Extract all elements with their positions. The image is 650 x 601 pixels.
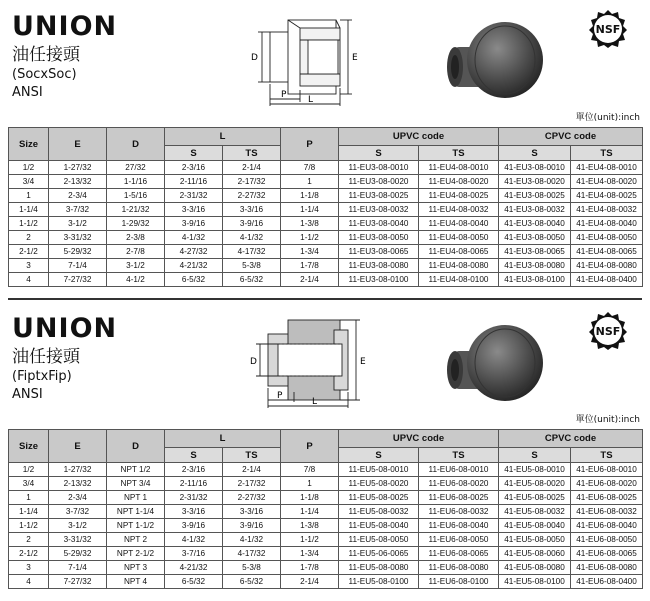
cell-l-s: 2-31/32 xyxy=(165,491,223,505)
header-p: P xyxy=(281,430,339,463)
dim-label-d: D xyxy=(250,357,257,367)
table-row xyxy=(9,245,643,259)
cell-cpvc-s: 41-EU5-08-0025 xyxy=(499,491,571,505)
product-section-socxsoc xyxy=(0,0,650,296)
cell-size: 3 xyxy=(9,561,49,575)
cell-l-s: 6-5/32 xyxy=(165,273,223,287)
cell-l-s: 4-1/32 xyxy=(165,231,223,245)
cell-e: 2-3/4 xyxy=(49,189,107,203)
cell-e: 3-1/2 xyxy=(49,519,107,533)
header-cpvc: CPVC code xyxy=(499,430,643,448)
cell-p: 1-1/4 xyxy=(281,203,339,217)
cell-d: NPT 2-1/2 xyxy=(107,547,165,561)
header-e: E xyxy=(49,430,107,463)
cell-l-ts: 2-17/32 xyxy=(223,175,281,189)
cell-cpvc-s: 41-EU3-08-0040 xyxy=(499,217,571,231)
cell-cpvc-ts: 41-EU4-08-0400 xyxy=(571,273,643,287)
product-title: UNION xyxy=(12,11,118,42)
header-l: L xyxy=(165,430,281,448)
cell-cpvc-ts: 41-EU4-08-0032 xyxy=(571,203,643,217)
cell-e: 7-27/32 xyxy=(49,575,107,589)
header-size: Size xyxy=(9,430,49,463)
cell-cpvc-ts: 41-EU6-08-0020 xyxy=(571,477,643,491)
section-divider xyxy=(8,298,642,300)
cell-cpvc-s: 41-EU5-08-0080 xyxy=(499,561,571,575)
dim-label-e: E xyxy=(352,53,358,63)
cell-p: 1 xyxy=(281,477,339,491)
cell-e: 5-29/32 xyxy=(49,547,107,561)
cell-p: 1-3/8 xyxy=(281,519,339,533)
cell-d: NPT 2 xyxy=(107,533,165,547)
cell-cpvc-s: 41-EU5-08-0010 xyxy=(499,463,571,477)
cell-cpvc-s: 41-EU5-08-0032 xyxy=(499,505,571,519)
cell-cpvc-s: 41-EU3-08-0050 xyxy=(499,231,571,245)
table-row xyxy=(9,533,643,547)
cell-cpvc-s: 41-EU3-08-0065 xyxy=(499,245,571,259)
header-l-s: S xyxy=(165,146,223,161)
cell-upvc-ts: 11-EU4-08-0010 xyxy=(419,161,499,175)
cell-upvc-s: 11-EU3-08-0025 xyxy=(339,189,419,203)
header-cpvc-ts: TS xyxy=(571,448,643,463)
cell-upvc-ts: 11-EU6-08-0020 xyxy=(419,477,499,491)
cell-d: 1-29/32 xyxy=(107,217,165,231)
cell-upvc-ts: 11-EU6-08-0065 xyxy=(419,547,499,561)
cell-upvc-s: 11-EU5-08-0010 xyxy=(339,463,419,477)
cell-d: 2-7/8 xyxy=(107,245,165,259)
header-d: D xyxy=(107,430,165,463)
header-cpvc-ts: TS xyxy=(571,146,643,161)
dim-label-p: P xyxy=(281,90,287,100)
cell-p: 1-1/2 xyxy=(281,533,339,547)
cell-e: 5-29/32 xyxy=(49,245,107,259)
cell-p: 7/8 xyxy=(281,463,339,477)
spec-table xyxy=(8,127,643,287)
header-e: E xyxy=(49,128,107,161)
svg-text:NSF: NSF xyxy=(595,325,621,338)
header-cpvc-s: S xyxy=(499,448,571,463)
cell-p: 1-3/4 xyxy=(281,547,339,561)
product-title-chinese: 油任接頭 xyxy=(12,45,80,65)
table-row xyxy=(9,519,643,533)
cell-size: 1/2 xyxy=(9,161,49,175)
cell-l-ts: 3-3/16 xyxy=(223,505,281,519)
svg-text:NSF: NSF xyxy=(595,23,621,36)
header-l-ts: TS xyxy=(223,146,281,161)
cell-size: 2 xyxy=(9,533,49,547)
header-size: Size xyxy=(9,128,49,161)
cell-d: NPT 3/4 xyxy=(107,477,165,491)
cell-l-s: 3-9/16 xyxy=(165,217,223,231)
cell-upvc-ts: 11-EU6-08-0025 xyxy=(419,491,499,505)
cell-cpvc-ts: 41-EU4-08-0065 xyxy=(571,245,643,259)
cell-l-s: 3-3/16 xyxy=(165,203,223,217)
cell-l-s: 4-21/32 xyxy=(165,259,223,273)
header-l-ts: TS xyxy=(223,448,281,463)
table-row xyxy=(9,259,643,273)
table-row xyxy=(9,491,643,505)
cell-d: NPT 3 xyxy=(107,561,165,575)
cell-upvc-s: 11-EU5-08-0040 xyxy=(339,519,419,533)
table-row xyxy=(9,505,643,519)
cell-upvc-ts: 11-EU4-08-0020 xyxy=(419,175,499,189)
header-upvc-s: S xyxy=(339,146,419,161)
cell-l-ts: 2-27/32 xyxy=(223,491,281,505)
cell-upvc-ts: 11-EU6-08-0010 xyxy=(419,463,499,477)
header-upvc-s: S xyxy=(339,448,419,463)
cell-upvc-ts: 11-EU4-08-0080 xyxy=(419,259,499,273)
dim-label-l: L xyxy=(308,95,314,105)
table-row xyxy=(9,463,643,477)
table-row xyxy=(9,203,643,217)
cell-cpvc-ts: 41-EU6-08-0080 xyxy=(571,561,643,575)
product-title: UNION xyxy=(12,313,118,344)
table-row xyxy=(9,175,643,189)
cell-p: 1-1/2 xyxy=(281,231,339,245)
table-row xyxy=(9,231,643,245)
cell-l-ts: 4-1/32 xyxy=(223,533,281,547)
cell-l-s: 4-21/32 xyxy=(165,561,223,575)
cell-upvc-s: 11-EU3-08-0020 xyxy=(339,175,419,189)
cell-cpvc-s: 41-EU5-08-0060 xyxy=(499,547,571,561)
cell-size: 1-1/4 xyxy=(9,505,49,519)
cell-cpvc-ts: 41-EU6-08-0040 xyxy=(571,519,643,533)
cell-l-ts: 3-9/16 xyxy=(223,217,281,231)
cell-d: 2-3/8 xyxy=(107,231,165,245)
cell-l-ts: 5-3/8 xyxy=(223,561,281,575)
cell-l-s: 6-5/32 xyxy=(165,575,223,589)
header-upvc-ts: TS xyxy=(419,146,499,161)
cell-d: NPT 1-1/4 xyxy=(107,505,165,519)
cell-cpvc-s: 41-EU5-08-0050 xyxy=(499,533,571,547)
header-cpvc-s: S xyxy=(499,146,571,161)
product-standard: ANSI xyxy=(12,85,43,100)
product-standard: ANSI xyxy=(12,387,43,402)
table-row xyxy=(9,217,643,231)
cell-p: 1-3/4 xyxy=(281,245,339,259)
dim-label-d: D xyxy=(251,53,258,63)
cell-upvc-s: 11-EU5-08-0100 xyxy=(339,575,419,589)
cell-size: 3/4 xyxy=(9,175,49,189)
cell-e: 2-13/32 xyxy=(49,175,107,189)
cell-cpvc-ts: 41-EU4-08-0080 xyxy=(571,259,643,273)
cell-cpvc-s: 41-EU3-08-0020 xyxy=(499,175,571,189)
cell-e: 3-31/32 xyxy=(49,231,107,245)
dim-label-p: P xyxy=(277,391,283,401)
cell-upvc-ts: 11-EU6-08-0080 xyxy=(419,561,499,575)
cell-l-ts: 2-27/32 xyxy=(223,189,281,203)
cell-e: 1-27/32 xyxy=(49,161,107,175)
table-row xyxy=(9,161,643,175)
cell-upvc-ts: 11-EU6-08-0040 xyxy=(419,519,499,533)
cell-upvc-s: 11-EU5-08-0080 xyxy=(339,561,419,575)
cell-e: 3-31/32 xyxy=(49,533,107,547)
product-subtitle: (SocxSoc) xyxy=(12,67,77,82)
cell-upvc-ts: 11-EU4-08-0025 xyxy=(419,189,499,203)
table-row xyxy=(9,477,643,491)
cell-p: 1-7/8 xyxy=(281,561,339,575)
cell-l-ts: 3-9/16 xyxy=(223,519,281,533)
cell-cpvc-ts: 41-EU6-08-0050 xyxy=(571,533,643,547)
cell-l-ts: 2-17/32 xyxy=(223,477,281,491)
cell-cpvc-ts: 41-EU6-08-0065 xyxy=(571,547,643,561)
cell-e: 3-1/2 xyxy=(49,217,107,231)
header-d: D xyxy=(107,128,165,161)
cell-l-ts: 6-5/32 xyxy=(223,575,281,589)
cell-e: 7-27/32 xyxy=(49,273,107,287)
table-row xyxy=(9,273,643,287)
table-row xyxy=(9,547,643,561)
cell-size: 1-1/2 xyxy=(9,519,49,533)
cell-size: 1 xyxy=(9,189,49,203)
cell-upvc-s: 11-EU5-06-0065 xyxy=(339,547,419,561)
cell-upvc-s: 11-EU3-08-0050 xyxy=(339,231,419,245)
cell-size: 2-1/2 xyxy=(9,245,49,259)
cell-d: 1-21/32 xyxy=(107,203,165,217)
dimension-drawing xyxy=(248,312,372,410)
cell-upvc-s: 11-EU3-08-0040 xyxy=(339,217,419,231)
cell-d: NPT 1-1/2 xyxy=(107,519,165,533)
header-l-s: S xyxy=(165,448,223,463)
product-photo xyxy=(435,307,545,417)
product-photo xyxy=(435,5,545,115)
cell-e: 2-3/4 xyxy=(49,491,107,505)
cell-l-s: 2-3/16 xyxy=(165,463,223,477)
cell-size: 1-1/4 xyxy=(9,203,49,217)
cell-upvc-ts: 11-EU4-08-0040 xyxy=(419,217,499,231)
cell-cpvc-s: 41-EU3-08-0100 xyxy=(499,273,571,287)
cell-e: 2-13/32 xyxy=(49,477,107,491)
cell-upvc-s: 11-EU3-08-0010 xyxy=(339,161,419,175)
cell-d: 3-1/2 xyxy=(107,259,165,273)
cell-cpvc-ts: 41-EU4-08-0040 xyxy=(571,217,643,231)
cell-cpvc-s: 41-EU3-08-0010 xyxy=(499,161,571,175)
cell-p: 1-3/8 xyxy=(281,217,339,231)
cell-l-s: 3-3/16 xyxy=(165,505,223,519)
cell-l-ts: 2-1/4 xyxy=(223,161,281,175)
cell-p: 2-1/4 xyxy=(281,575,339,589)
cell-cpvc-ts: 41-EU4-08-0020 xyxy=(571,175,643,189)
cell-p: 1-1/8 xyxy=(281,491,339,505)
cell-cpvc-ts: 41-EU6-08-0032 xyxy=(571,505,643,519)
header-cpvc: CPVC code xyxy=(499,128,643,146)
cell-e: 1-27/32 xyxy=(49,463,107,477)
cell-cpvc-s: 41-EU3-08-0025 xyxy=(499,189,571,203)
dim-label-l: L xyxy=(312,397,318,407)
cell-size: 3 xyxy=(9,259,49,273)
cell-d: NPT 4 xyxy=(107,575,165,589)
nsf-logo xyxy=(588,311,628,351)
cell-size: 2-1/2 xyxy=(9,547,49,561)
cell-p: 7/8 xyxy=(281,161,339,175)
cell-d: 1-1/16 xyxy=(107,175,165,189)
cell-upvc-ts: 11-EU6-08-0050 xyxy=(419,533,499,547)
cell-upvc-s: 11-EU5-08-0020 xyxy=(339,477,419,491)
cell-d: 4-1/2 xyxy=(107,273,165,287)
product-title-chinese: 油任接頭 xyxy=(12,347,80,367)
cell-upvc-s: 11-EU5-08-0032 xyxy=(339,505,419,519)
cell-cpvc-ts: 41-EU6-08-0010 xyxy=(571,463,643,477)
cell-upvc-s: 11-EU5-08-0050 xyxy=(339,533,419,547)
header-upvc-ts: TS xyxy=(419,448,499,463)
cell-upvc-s: 11-EU3-08-0080 xyxy=(339,259,419,273)
cell-p: 1-1/8 xyxy=(281,189,339,203)
cell-l-ts: 6-5/32 xyxy=(223,273,281,287)
cell-size: 2 xyxy=(9,231,49,245)
cell-size: 1 xyxy=(9,491,49,505)
product-section-fiptxfip xyxy=(0,302,650,601)
cell-e: 3-7/32 xyxy=(49,505,107,519)
cell-d: NPT 1/2 xyxy=(107,463,165,477)
cell-l-s: 2-11/16 xyxy=(165,477,223,491)
cell-d: NPT 1 xyxy=(107,491,165,505)
cell-e: 7-1/4 xyxy=(49,259,107,273)
cell-cpvc-s: 41-EU5-08-0020 xyxy=(499,477,571,491)
header-l: L xyxy=(165,128,281,146)
cell-cpvc-ts: 41-EU6-08-0025 xyxy=(571,491,643,505)
cell-l-ts: 5-3/8 xyxy=(223,259,281,273)
cell-d: 1-5/16 xyxy=(107,189,165,203)
cell-upvc-ts: 11-EU4-08-0100 xyxy=(419,273,499,287)
unit-note: 單位(unit):inch xyxy=(575,415,640,425)
cell-e: 3-7/32 xyxy=(49,203,107,217)
cell-d: 27/32 xyxy=(107,161,165,175)
cell-e: 7-1/4 xyxy=(49,561,107,575)
header-upvc: UPVC code xyxy=(339,128,499,146)
cell-upvc-ts: 11-EU4-08-0032 xyxy=(419,203,499,217)
cell-cpvc-ts: 41-EU4-08-0050 xyxy=(571,231,643,245)
cell-upvc-s: 11-EU3-08-0065 xyxy=(339,245,419,259)
cell-l-s: 2-31/32 xyxy=(165,189,223,203)
cell-cpvc-ts: 41-EU6-08-0400 xyxy=(571,575,643,589)
cell-l-ts: 4-1/32 xyxy=(223,231,281,245)
table-row xyxy=(9,561,643,575)
cell-l-s: 4-1/32 xyxy=(165,533,223,547)
cell-upvc-s: 11-EU3-08-0100 xyxy=(339,273,419,287)
cell-cpvc-ts: 41-EU4-08-0025 xyxy=(571,189,643,203)
cell-l-ts: 4-17/32 xyxy=(223,547,281,561)
cell-upvc-ts: 11-EU6-08-0032 xyxy=(419,505,499,519)
header-upvc: UPVC code xyxy=(339,430,499,448)
spec-table xyxy=(8,429,643,589)
cell-cpvc-s: 41-EU5-08-0040 xyxy=(499,519,571,533)
header-p: P xyxy=(281,128,339,161)
cell-cpvc-s: 41-EU3-08-0032 xyxy=(499,203,571,217)
cell-size: 1/2 xyxy=(9,463,49,477)
cell-l-s: 4-27/32 xyxy=(165,245,223,259)
cell-cpvc-ts: 41-EU4-08-0010 xyxy=(571,161,643,175)
cell-p: 1-7/8 xyxy=(281,259,339,273)
cell-p: 1-1/4 xyxy=(281,505,339,519)
table-row xyxy=(9,189,643,203)
cell-upvc-ts: 11-EU4-08-0065 xyxy=(419,245,499,259)
cell-size: 1-1/2 xyxy=(9,217,49,231)
cell-upvc-ts: 11-EU4-08-0050 xyxy=(419,231,499,245)
cell-p: 2-1/4 xyxy=(281,273,339,287)
cell-l-ts: 3-3/16 xyxy=(223,203,281,217)
cell-upvc-s: 11-EU3-08-0032 xyxy=(339,203,419,217)
cell-size: 4 xyxy=(9,575,49,589)
cell-cpvc-s: 41-EU3-08-0080 xyxy=(499,259,571,273)
nsf-logo xyxy=(588,9,628,49)
cell-size: 3/4 xyxy=(9,477,49,491)
table-row xyxy=(9,575,643,589)
unit-note: 單位(unit):inch xyxy=(575,113,640,123)
cell-l-s: 2-3/16 xyxy=(165,161,223,175)
cell-cpvc-s: 41-EU5-08-0100 xyxy=(499,575,571,589)
cell-size: 4 xyxy=(9,273,49,287)
cell-l-s: 3-7/16 xyxy=(165,547,223,561)
dimension-drawing xyxy=(248,10,372,108)
cell-l-s: 3-9/16 xyxy=(165,519,223,533)
dim-label-e: E xyxy=(360,357,366,367)
product-subtitle: (FiptxFip) xyxy=(12,369,72,384)
cell-l-s: 2-11/16 xyxy=(165,175,223,189)
cell-l-ts: 4-17/32 xyxy=(223,245,281,259)
cell-upvc-ts: 11-EU6-08-0100 xyxy=(419,575,499,589)
cell-l-ts: 2-1/4 xyxy=(223,463,281,477)
cell-p: 1 xyxy=(281,175,339,189)
cell-upvc-s: 11-EU5-08-0025 xyxy=(339,491,419,505)
